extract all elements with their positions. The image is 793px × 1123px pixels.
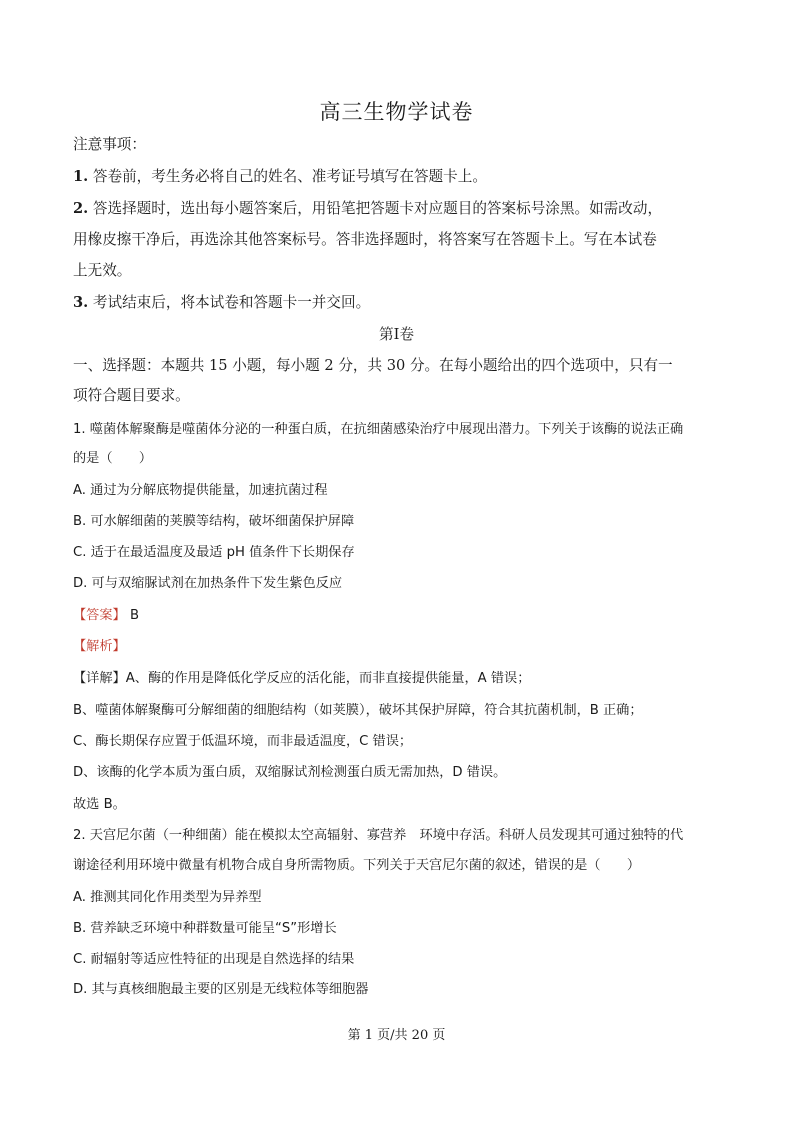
- notice-item-1: [73, 167, 487, 187]
- notice-item-2-continuation-2: 上无效。: [73, 262, 132, 279]
- notice-item-2: [73, 199, 662, 219]
- q2-option-b: B. 营养缺乏环境中种群数量可能呈“S”形增长: [73, 921, 337, 936]
- detail-a-text: A、酶的作用是降低化学反应的活化能，而非直接提供能量，A 错误；: [125, 671, 531, 686]
- q1-option-d: D. 可与双缩脲试剂在加热条件下发生紫色反应: [73, 576, 343, 591]
- notice-item-2-text: 答选择题时，选出每小题答案后，用铅笔把答题卡对应题目的答案标号涂黑。如需改动，: [92, 200, 663, 217]
- section-intro-line-1: 一、选择题：本题共 15 小题，每小题 2 分，共 30 分。在每小题给出的四个选项中，只有一: [73, 357, 673, 374]
- q1-answer: [73, 606, 139, 626]
- page-title: 高三生物学试卷: [319, 100, 474, 124]
- notice-item-3-number: 3.: [73, 294, 89, 311]
- notice-item-3: [73, 293, 370, 313]
- analysis-label: [73, 637, 126, 657]
- q1-detail-a: [73, 669, 530, 689]
- notice-item-3-text: 考试结束后，将本试卷和答题卡一并交回。: [92, 294, 371, 311]
- q2-option-c: C. 耐辐射等适应性特征的出现是自然选择的结果: [73, 952, 355, 967]
- volume-heading: 第Ⅰ卷: [379, 326, 414, 343]
- notice-item-2-continuation-1: 用橡皮擦干净后，再选涂其他答案标号。答非选择题时，将答案写在答题卡上。写在本试卷: [73, 231, 657, 248]
- q2-stem-line-2: 谢途径利用环境中微量有机物合成自身所需物质。下列关于天宫尼尔菌的叙述，错误的是（ ）: [73, 858, 641, 873]
- answer-value: B: [129, 608, 140, 623]
- q1-stem-line-1: 1. 噬菌体解聚酶是噬菌体分泌的一种蛋白质，在抗细菌感染治疗中展现出潜力。下列关于该酶的说法正确: [73, 422, 684, 437]
- answer-label: 【答案】: [73, 608, 126, 623]
- q1-option-a: A. 通过为分解底物提供能量，加速抗菌过程: [73, 483, 328, 498]
- notice-item-1-text: 答卷前，考生务必将自己的姓名、准考证号填写在答题卡上。: [92, 168, 487, 185]
- section-intro-line-2: 项符合题目要求。: [73, 387, 190, 404]
- q2-option-a: A. 推测其同化作用类型为异养型: [73, 890, 262, 905]
- detail-label: 【详解】: [73, 671, 126, 686]
- q1-stem-line-2: 的是（ ）: [73, 451, 153, 466]
- q2-option-d: D. 其与真核细胞最主要的区别是无线粒体等细胞器: [73, 982, 369, 997]
- q2-stem-line-1: 2. 天宫尼尔菌（一种细菌）能在模拟太空高辐射、寡营养 环境中存活。科研人员发现其可通过独特的代: [73, 828, 684, 843]
- q1-option-b: B. 可水解细菌的荚膜等结构，破坏细菌保护屏障: [73, 514, 355, 529]
- page-footer: 第 1 页/共 20 页: [347, 1028, 446, 1043]
- analysis-label-text: 【解析】: [73, 639, 126, 654]
- q1-detail-c: C、酶长期保存应置于低温环境，而非最适温度，C 错误；: [73, 734, 413, 749]
- notice-item-1-number: 1.: [73, 168, 89, 185]
- notice-item-2-number: 2.: [73, 200, 89, 217]
- notice-heading: 注意事项：: [73, 136, 146, 153]
- q1-detail-d: D、该酶的化学本质为蛋白质，双缩脲试剂检测蛋白质无需加热，D 错误。: [73, 765, 507, 780]
- q1-option-c: C. 适于在最适温度及最适 pH 值条件下长期保存: [73, 545, 355, 560]
- q1-conclusion: 故选 B。: [73, 797, 126, 812]
- q1-detail-b: B、噬菌体解聚酶可分解细菌的细胞结构（如荚膜），破坏其保护屏障，符合其抗菌机制，B 正确；: [73, 703, 643, 718]
